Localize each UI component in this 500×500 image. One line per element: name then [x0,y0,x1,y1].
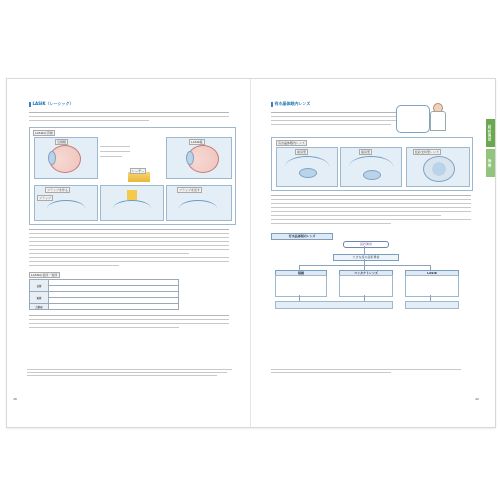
flow-option-lasik: LASIK [405,270,459,277]
step-replace-flap [166,185,232,221]
flow-bottom-right [405,301,459,309]
book-spread [6,78,496,428]
iris-lens-label: 虹彩支持型レンズ [415,150,439,154]
merit-demerit-table [29,279,179,310]
left-section-heading: LASIK（レーシック） [29,101,73,107]
demerit-row-label: 短所 [30,292,49,304]
side-tab-refraction: 屈折異常 [486,119,495,147]
post-lasik-label: LASIK後 [191,140,203,144]
doctor-speech-bubble [396,105,430,133]
myopic-eye-panel [34,137,98,179]
phakic-iol-figure [271,137,473,191]
anterior-iol-panel [276,147,338,187]
step-3-label: フラップを戻す [179,188,200,192]
right-page [251,79,495,427]
contacts-detail-box [339,275,393,297]
lasik-detail-box [405,275,459,297]
side-tab-treatment: 治療 [486,149,495,177]
lasik-procedure-figure [29,127,236,225]
merit-demerit-label: LASIKの長所・短所 [31,273,58,277]
right-footnotes [271,369,471,373]
flow-option-contacts: コンタクトレンズ [339,270,393,277]
phakic-iol-figure-title: 有水晶体眼内レンズ [278,141,305,145]
left-page-number: 48 [13,397,17,401]
laser-label: レーザー [132,169,145,173]
flow-mid-node: 大きな度の屈折異常 [333,254,399,261]
flow-bottom-left [275,301,393,309]
crystalline-lens-shape [48,151,56,165]
crystalline-lens-shape-2 [186,151,194,165]
anterior-lens-label: 前房型 [297,150,307,154]
complication-row-label: 合併症 [30,304,49,310]
myopic-eye-label: 近視眼 [57,140,67,144]
right-page-number: 49 [475,397,479,401]
step-1-label: フラップを作る [47,188,68,192]
procedure-box-label: LASIKの手順 [35,131,53,135]
left-footnotes [27,369,237,375]
right-section-heading: 有水晶体眼内レンズ [271,101,310,107]
glasses-detail-box [275,275,327,297]
posterior-lens-label: 後房型 [361,150,371,154]
post-lasik-eye-panel [166,137,232,179]
flow-heading: 有水晶体眼内レンズ [271,233,333,240]
posterior-iol-panel [340,147,402,187]
merit-row-label: 長所 [30,280,49,292]
left-page [7,79,251,427]
step-laser [100,185,164,221]
step-make-flap [34,185,98,221]
flap-label: フラップ [39,196,51,200]
flow-start-node: 屈折異常 [343,241,389,248]
iris-supported-iol-panel [406,147,470,187]
doctor-illustration [427,103,447,133]
flow-option-glasses: 眼鏡 [275,270,327,277]
